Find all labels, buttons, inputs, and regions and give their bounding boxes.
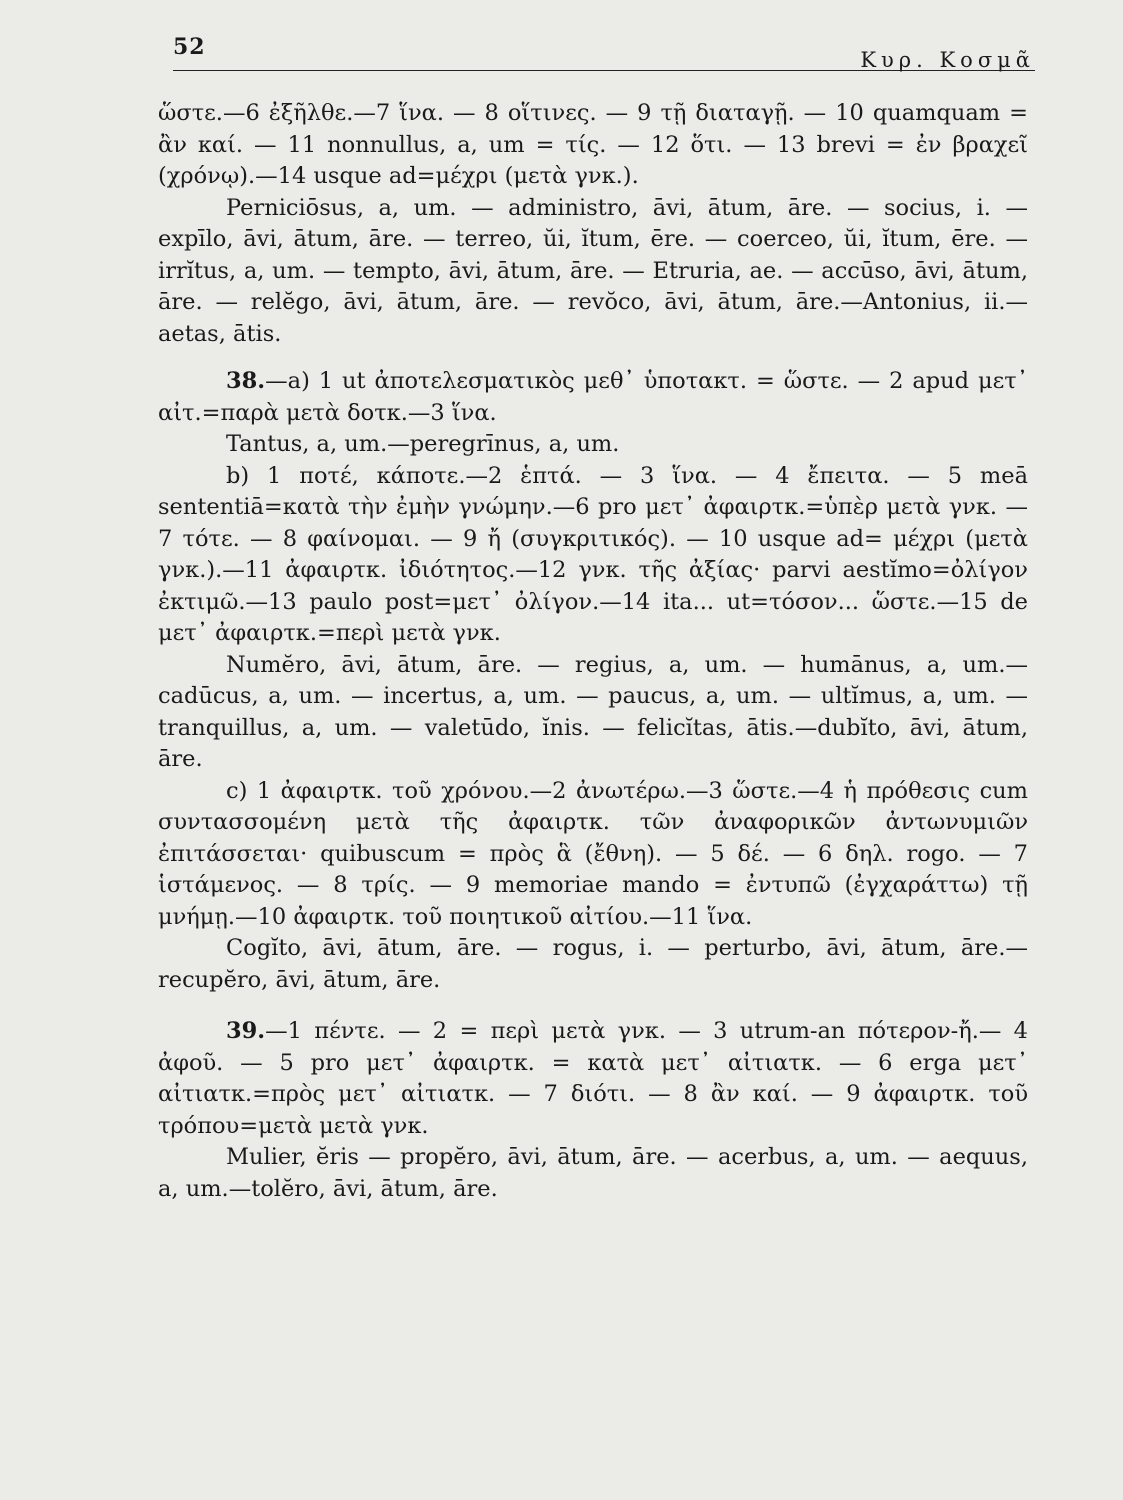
header-rule [173, 70, 1035, 71]
vocabulary-paragraph: Tantus, a, um.—peregrīnus, a, um. [226, 431, 620, 457]
vocabulary-paragraph: Perniciōsus, a, um. — administro, āvi, ātum, āre. — socius, i. — expīlo, āvi, ātum, āre. — terreo, ŭi, ĭtum, ēre. — coerceo, ŭi, ĭtum, ēre. — irrĭtus, a, um. — tempto, āvi, ātum, āre. — Etruria, ae. — accūso, āvi, ātum, āre. — relĕgo, āvi, ātum, āre. — revŏco, āvi, ātum, āre.—Antonius, ii.—aetas, ātis. [158, 194, 1028, 347]
vocabulary-paragraph: Mulier, ĕris — propĕro, āvi, ātum, āre. — acerbus, a, um. — aequus, a, um.—tolĕro, āvi, ātum, āre. [158, 1144, 1028, 1202]
paragraph-continuation: ὥστε.—6 ἐξῆλθε.—7 ἵνα. — 8 οἵτινες. — 9 τῇ διαταγῇ. — 10 quamquam = ἂν καί. — 11 nonnullus, a, um = τίς. — 12 ὅτι. — 13 brevi = ἐν βραχεῖ (χρόνῳ).—14 usque ad=μέχρι (μετὰ γνκ.). [158, 100, 1028, 189]
vocabulary-paragraph: Cogĭto, āvi, ātum, āre. — rogus, i. — perturbo, āvi, ātum, āre.—recupĕro, āvi, ātum, āre. [158, 935, 1028, 993]
exercise-38a-text: —a) 1 ut ἀποτελεσματικὸς μεθ᾽ ὑποτακτ. = ὥστε. — 2 apud μετ᾽ αἰτ.=παρὰ μετὰ δοτκ.—3 ἵνα. [158, 368, 1028, 426]
section-number: 38. [226, 368, 266, 394]
exercise-38a [158, 366, 1028, 429]
exercise-38b: b) 1 ποτέ, κάποτε.—2 ἑπτά. — 3 ἵνα. — 4 ἔπειτα. — 5 meā sententiā=κατὰ τὴν ἐμὴν γνώμην.—6 pro μετ᾽ ἀφαιρτκ.=ὑπὲρ μετὰ γνκ. — 7 τότε. — 8 φαίνομαι. — 9 ἤ (συγκριτικός). — 10 usque ad= μέχρι (μετὰ γνκ.).—11 ἀφαιρτκ. ἰδιότητος.—12 γνκ. τῆς ἀξίας· parvi aestĭmo=ὀλίγον ἐκτιμῶ.—13 paulo post=μετ᾽ ὀλίγον.—14 ita... ut=τόσον... ὥστε.—15 de μετ᾽ ἀφαιρτκ.=περὶ μετὰ γνκ. [158, 462, 1028, 646]
page-body [158, 98, 1028, 1205]
vocabulary-paragraph: Numĕro, āvi, ātum, āre. — regius, a, um. — humānus, a, um.—cadūcus, a, um. — incertus, a, um. — paucus, a, um. — ultĭmus, a, um. — tranquillus, a, um. — valetūdo, ĭnis. — felicĭtas, ātis.—dubĭto, āvi, ātum, āre. [158, 651, 1028, 772]
exercise-38c: c) 1 ἀφαιρτκ. τοῦ χρόνου.—2 ἀνωτέρω.—3 ὥστε.—4 ἡ πρόθεσις cum συντασσομένη μετὰ τῆς ἀφαιρτκ. τῶν ἀναφορικῶν ἀντωνυμιῶν ἐπιτάσσεται· quibuscum = πρὸς ἃ (ἔθνη). — 5 δέ. — 6 δηλ. rogo. — 7 ἱστάμενος. — 8 τρίς. — 9 memoriae mando = ἐντυπῶ (ἐγχαράττω) τῇ μνήμῃ.—10 ἀφαιρτκ. τοῦ ποιητικοῦ αἰτίου.—11 ἵνα. [158, 777, 1028, 930]
exercise-39 [158, 1016, 1028, 1142]
page-header [173, 34, 1035, 74]
exercise-39-text: —1 πέντε. — 2 = περὶ μετὰ γνκ. — 3 utrum-an πότερον-ἤ.— 4 ἀφοῦ. — 5 pro μετ᾽ ἀφαιρτκ. = κατὰ μετ᾽ αἰτιατκ. — 6 erga μετ᾽ αἰτιατκ.=πρὸς μετ᾽ αἰτιατκ. — 7 διότι. — 8 ἂν καί. — 9 ἀφαιρτκ. τοῦ τρόπου=μετὰ μετὰ γνκ. [158, 1018, 1028, 1139]
page-number: 52 [173, 34, 206, 60]
running-head: Κυρ. Κοσμᾶ [860, 48, 1035, 72]
section-number: 39. [226, 1018, 266, 1044]
